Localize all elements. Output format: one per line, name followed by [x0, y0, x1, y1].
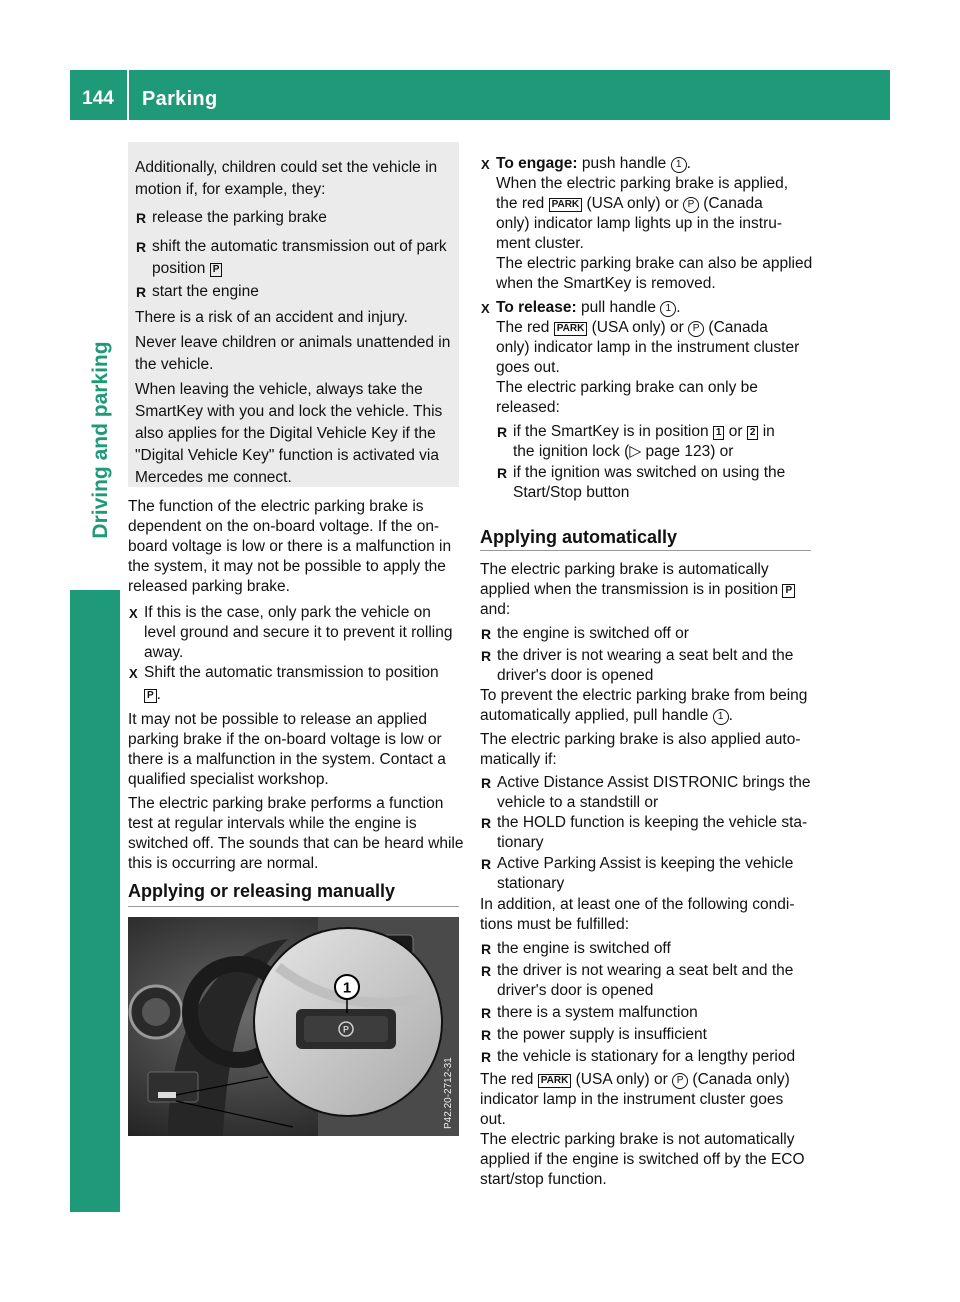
- bullet-icon: R: [481, 1049, 492, 1065]
- step-text: To release: pull handle 1 .: [496, 299, 681, 316]
- bullet-text: Active Parking Assist is keeping the vehicle: [497, 855, 794, 872]
- body-text: In addition, at least one of the following condi-: [480, 896, 795, 913]
- warning-text: Never leave children or animals unattended in: [135, 334, 451, 351]
- body-text: out.: [480, 1111, 506, 1128]
- bullet-icon: R: [497, 424, 508, 440]
- step-arrow-icon: X: [481, 157, 490, 172]
- step-text: P .: [144, 685, 161, 705]
- body-text: this is occurring are normal.: [128, 855, 319, 872]
- circle-p-icon: P: [688, 321, 704, 337]
- bullet-text: the engine is switched off or: [497, 625, 689, 642]
- bullet-icon: R: [136, 239, 147, 255]
- step-text: Shift the automatic transmission to position: [144, 664, 439, 681]
- step-text: ment cluster.: [496, 235, 584, 252]
- bullet-text: Active Distance Assist DISTRONIC brings the: [497, 774, 811, 791]
- body-text: switched off. The sounds that can be heard while: [128, 835, 464, 852]
- circle-p-icon: P: [672, 1073, 688, 1089]
- warning-text: Mercedes me connect.: [135, 469, 292, 486]
- bullet-text: the power supply is insufficient: [497, 1026, 707, 1043]
- body-text: start/stop function.: [480, 1171, 607, 1188]
- body-text: there is a malfunction in the system. Contact a: [128, 751, 446, 768]
- park-lamp-icon: PARK: [554, 322, 588, 336]
- park-position-symbol: P: [210, 263, 223, 277]
- step-arrow-icon: X: [481, 301, 490, 316]
- body-text: test at regular intervals while the engine is: [128, 815, 417, 832]
- bullet-text: the driver is not wearing a seat belt and the: [497, 647, 794, 664]
- step-text: away.: [144, 644, 184, 661]
- bullet-text: the ignition lock (▷ page 123) or: [513, 443, 734, 460]
- step-text: released:: [496, 399, 560, 416]
- body-text: The function of the electric parking brake is: [128, 498, 424, 515]
- step-text: The electric parking brake can also be applied: [496, 255, 813, 272]
- bullet-icon: R: [481, 941, 492, 957]
- svg-text:P: P: [342, 1024, 350, 1035]
- bullet-icon: R: [481, 626, 492, 642]
- body-text: the system, it may not be possible to apply the: [128, 558, 446, 575]
- bullet-icon: R: [481, 815, 492, 831]
- body-text: The electric parking brake is not automatically: [480, 1131, 795, 1148]
- bullet-text: tionary: [497, 834, 544, 851]
- page-number: 144: [82, 88, 114, 109]
- body-text: parking brake if the on-board voltage is low or: [128, 731, 442, 748]
- body-text: tions must be fulfilled:: [480, 916, 630, 933]
- park-lamp-icon: PARK: [549, 198, 583, 212]
- step-text: only) indicator lamp in the instrument cluster: [496, 339, 800, 356]
- handle-callout-icon: 1: [713, 709, 729, 725]
- warning-text: the vehicle.: [135, 356, 214, 373]
- bullet-icon: R: [481, 648, 492, 664]
- step-text: To engage: push handle 1 .: [496, 155, 691, 172]
- step-arrow-icon: X: [129, 666, 138, 681]
- step-text: If this is the case, only park the vehicle on: [144, 604, 431, 621]
- callout-number: 1: [342, 979, 352, 997]
- parking-brake-photo: [128, 917, 459, 1136]
- warning-text: "Digital Vehicle Key" function is activated via: [135, 447, 439, 464]
- body-text: It may not be possible to release an applied: [128, 711, 427, 728]
- warning-bullet: start the engine: [152, 283, 259, 300]
- key-position-1-icon: 1: [713, 426, 725, 440]
- bullet-icon: R: [481, 963, 492, 979]
- body-text: matically if:: [480, 751, 557, 768]
- header-divider: [127, 70, 129, 120]
- bullet-text: stationary: [497, 875, 565, 892]
- step-text: goes out.: [496, 359, 560, 376]
- bullet-icon: R: [497, 465, 508, 481]
- body-text: indicator lamp in the instrument cluster goes: [480, 1091, 784, 1108]
- bullet-text: the vehicle is stationary for a lengthy period: [497, 1048, 796, 1065]
- bullet-icon: R: [481, 856, 492, 872]
- circle-p-icon: P: [683, 197, 699, 213]
- page-ref-icon: ▷: [629, 443, 642, 460]
- body-text: and:: [480, 601, 511, 618]
- step-text: The electric parking brake can only be: [496, 379, 758, 396]
- key-position-2-icon: 2: [747, 426, 759, 440]
- bullet-text: if the ignition was switched on using the: [513, 464, 786, 481]
- body-text: dependent on the on-board voltage. If the on-: [128, 518, 440, 535]
- bullet-text: driver's door is opened: [497, 982, 654, 999]
- step-text: only) indicator lamp lights up in the instru-: [496, 215, 783, 232]
- body-text: The electric parking brake is also applied auto-: [480, 731, 801, 748]
- bullet-text: driver's door is opened: [497, 667, 654, 684]
- body-text: released parking brake.: [128, 578, 290, 595]
- body-text: qualified specialist workshop.: [128, 771, 329, 788]
- park-lamp-icon: PARK: [538, 1074, 572, 1088]
- bullet-icon: R: [136, 284, 147, 300]
- step-text: level ground and secure it to prevent it rolling: [144, 624, 453, 641]
- bullet-text: vehicle to a standstill or: [497, 794, 659, 811]
- warning-bullet: shift the automatic transmission out of park: [152, 238, 447, 255]
- bullet-text: Start/Stop button: [513, 484, 630, 501]
- page-title: Parking: [142, 88, 218, 110]
- heading-rule: [128, 906, 459, 907]
- brake-handle-small: [158, 1092, 176, 1098]
- bullet-text: the driver is not wearing a seat belt and the: [497, 962, 794, 979]
- bullet-text: if the SmartKey is in position 1 or 2 in: [513, 423, 775, 440]
- bullet-text: there is a system malfunction: [497, 1004, 698, 1021]
- section-tab-block: [70, 590, 120, 1212]
- handle-callout-icon: 1: [660, 301, 676, 317]
- section-tab-label: [86, 310, 116, 570]
- bullet-icon: R: [136, 210, 147, 226]
- step-text: the red PARK (USA only) or P (Canada: [496, 195, 763, 212]
- step-arrow-icon: X: [129, 606, 138, 621]
- body-text: applied if the engine is switched off by the ECO: [480, 1151, 805, 1168]
- body-text: The electric parking brake is automatically: [480, 561, 769, 578]
- step-text: When the electric parking brake is applied,: [496, 175, 789, 192]
- body-text: automatically applied, pull handle 1 .: [480, 707, 733, 724]
- body-text: To prevent the electric parking brake from being: [480, 687, 808, 704]
- bullet-icon: R: [481, 1005, 492, 1021]
- heading-rule: [480, 550, 811, 551]
- warning-text: SmartKey with you and lock the vehicle. This: [135, 403, 443, 420]
- bullet-icon: R: [481, 1027, 492, 1043]
- page-header: [70, 70, 890, 120]
- bullet-text: the HOLD function is keeping the vehicle sta-: [497, 814, 808, 831]
- body-text: board voltage is low or there is a malfunction in: [128, 538, 452, 555]
- body-text: The electric parking brake performs a function: [128, 795, 444, 812]
- warning-bullet: release the parking brake: [152, 209, 327, 226]
- handle-callout-icon: 1: [671, 157, 687, 173]
- warning-text: also applies for the Digital Vehicle Key if the: [135, 425, 436, 442]
- dashboard-illustration: [128, 917, 459, 1136]
- section-heading: Applying or releasing manually: [128, 881, 396, 901]
- warning-text: Additionally, children could set the vehicle in: [135, 159, 438, 176]
- body-text: The red PARK (USA only) or P (Canada only): [480, 1071, 790, 1088]
- park-position-symbol: P: [782, 584, 795, 598]
- step-text: The red PARK (USA only) or P (Canada: [496, 319, 768, 336]
- warning-text: There is a risk of an accident and injury.: [135, 309, 408, 326]
- photo-code: P42.20-2712-31: [443, 1057, 454, 1129]
- bullet-icon: R: [481, 775, 492, 791]
- body-text: applied when the transmission is in position P: [480, 580, 795, 600]
- warning-text: motion if, for example, they:: [135, 181, 326, 198]
- warning-bullet: position P: [152, 259, 222, 279]
- section-tab-text: Driving and parking: [89, 341, 112, 539]
- section-heading: Applying automatically: [480, 527, 678, 547]
- step-text: when the SmartKey is removed.: [496, 275, 716, 292]
- bullet-text: the engine is switched off: [497, 940, 671, 957]
- park-position-symbol: P: [144, 689, 157, 703]
- warning-text: When leaving the vehicle, always take the: [135, 381, 423, 398]
